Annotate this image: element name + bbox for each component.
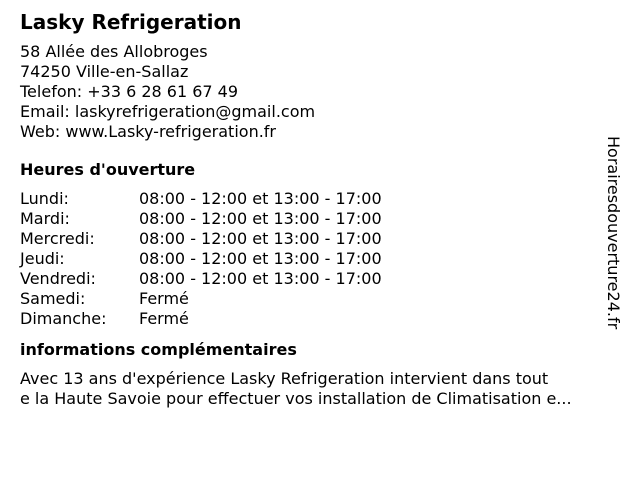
business-card [20, 10, 610, 409]
address-city: 74250 Ville-en-Sallaz [20, 62, 189, 81]
info-heading: informations complémentaires [20, 340, 297, 359]
time-value: 08:00 - 12:00 et 13:00 - 17:00 [139, 269, 382, 288]
address-street: 58 Allée des Allobroges [20, 42, 208, 61]
business-name: Lasky Refrigeration [20, 10, 242, 34]
hours-row-thursday [20, 249, 610, 269]
time-value: 08:00 - 12:00 et 13:00 - 17:00 [139, 229, 382, 248]
hours-row-tuesday [20, 209, 610, 229]
hours-row-sunday [20, 309, 610, 329]
time-value: 08:00 - 12:00 et 13:00 - 17:00 [139, 249, 382, 268]
hours-heading: Heures d'ouverture [20, 160, 196, 179]
contact-details [20, 42, 610, 142]
day-label: Lundi: [20, 189, 69, 208]
day-label: Dimanche: [20, 309, 107, 328]
hours-row-monday [20, 189, 610, 209]
day-label: Samedi: [20, 289, 86, 308]
site-watermark: Horairesdouverture24.fr [604, 136, 623, 330]
hours-row-saturday [20, 289, 610, 309]
time-value: Fermé [139, 289, 189, 308]
time-value: Fermé [139, 309, 189, 328]
website-line: Web: www.Lasky-refrigeration.fr [20, 122, 276, 141]
time-value: 08:00 - 12:00 et 13:00 - 17:00 [139, 189, 382, 208]
opening-hours-list [20, 189, 610, 329]
day-label: Vendredi: [20, 269, 96, 288]
day-label: Jeudi: [20, 249, 65, 268]
email-line: Email: laskyrefrigeration@gmail.com [20, 102, 316, 121]
info-description: Avec 13 ans d'expérience Lasky Refrigeration intervient dans tout e la Haute Savoie pour effectuer vos installation de Climatisation e... [20, 369, 572, 408]
phone-line: Telefon: +33 6 28 61 67 49 [20, 82, 239, 101]
time-value: 08:00 - 12:00 et 13:00 - 17:00 [139, 209, 382, 228]
hours-row-wednesday [20, 229, 610, 249]
day-label: Mardi: [20, 209, 70, 228]
hours-row-friday [20, 269, 610, 289]
day-label: Mercredi: [20, 229, 95, 248]
